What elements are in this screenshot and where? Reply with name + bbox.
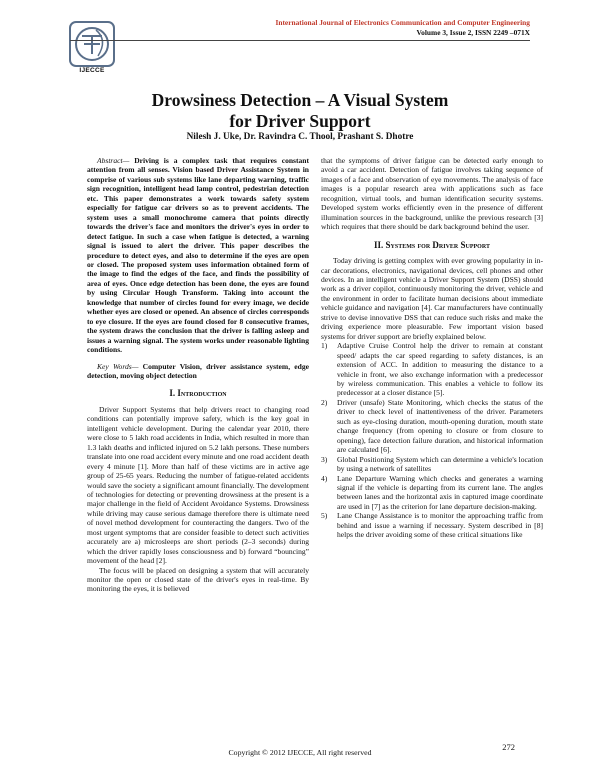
left-column (87, 156, 309, 594)
section-heading-introduction: I. Introduction (169, 388, 227, 399)
footer-copyright: Copyright © 2012 IJECCE, All right reserved (228, 748, 372, 757)
right-column (321, 156, 543, 540)
list-item-text: Lane Change Assistance is to monitor the approaching traffic from behind and issue a warning if necessary. System described in [8] helps the driver avoiding some of these critical situations like (337, 511, 543, 540)
paper-title (0, 90, 600, 132)
title-line-2: for Driver Support (229, 111, 371, 131)
abstract-text: Driving is a complex task that requires constant attention from all senses. Vision based Driver Assistance System in comprise of various sub systems like lane departing warning, traffic sign recognition, intelligent head lamp control, pedestrian detection etc. This paper demonstrates a work towards safety system especially for fatigue car drivers so as to prevent accidents. The system uses a small monochrome camera that points directly towards the driver's face and monitors the driver's eyes in order to detect fatigue. In such a case when fatigue is detected, a warning signal is issued to alert the driver. This paper describes the procedure to detect eyes, and also to determine if the eyes are open or closed. The proposed system uses information obtained form of the image to find the edges of the face, and finds the possibility of area of eyes. Once edge detection has been done, the eyes are found by using Circular Hough Transform. Taking into account the knowledge that number of circles found for every image, we decide whether eyes are closed or opened. An absence of circles corresponds to eye closure. If the eyes are found closed for 8 consecutive frames, the system draws the conclusion that the driver is falling asleep and issues a warning signal. The system works under reasonable lighting conditions. (87, 156, 309, 355)
list-item (321, 455, 543, 474)
systems-paragraph-1: Today driving is getting complex with ever growing popularity in in-car decorations, electronics, navigational devices, cell phones and other devices. In an intelligent vehicle a Driver Support System (DSS) should work as a driver copilot, continuously monitoring the driver, vehicle and the environment in order to facilitate human decisions about immediate vehicle guidance and navigation [4]. Car manufacturers have continually strive to devise innovative DSS that can reduce such risks and make the driving experience more pleasurable. Few important vision based systems for driver support are briefly explained below. (321, 256, 543, 341)
list-item-number: 2) (321, 397, 328, 407)
list-item (321, 474, 543, 512)
intro-paragraph-1: Driver Support Systems that help drivers react to changing road conditions can potentially improve safety, which is the key goal in intelligent vehicle development. During the calendar year 2010, there were close to 5 lakh road accidents in India, which resulted in more than 1.3 lakh deaths and inflicted injured on 5.2 lakh persons. These numbers translate into one road accident every minute and one road accident death every 4 minute [1]. More than half of these victims are in active age group of 25-65 years. Reducing the number of fatigue-related accidents would save the society a significant amount financially. The development of technologies for detecting or preventing drowsiness at the present is a major challenge in the field of Accident Avoidance Systems. Drowsiness while driving may cause serious damage therefore there is ultimate need of novel method development for counteracting the dangers. Two of the most urgent symptoms that are consider feasible to detect such activities accurately are a) microsleeps are short periods (2–3 seconds) during which the driver rapidly loses consciousness and b) forward “bouncing” movement of the head [2]. (87, 404, 309, 566)
systems-list (321, 341, 543, 540)
list-item (321, 511, 543, 539)
intro-paragraph-2: The focus will be placed on designing a system that will accurately monitor the open or closed state of the driver's eyes in real-time. By monitoring the eyes, it is believed (87, 565, 309, 594)
list-item-number: 4) (321, 473, 328, 483)
list-item (321, 398, 543, 455)
list-item-text: Global Positioning System which can determine a vehicle's location by using a network of satellites (337, 454, 543, 474)
list-item-text: Lane Departure Warning which checks and generates a warning signal if the vehicle is departing from its current lane. The angles between lanes and the horizontal axis in captured image coordinate are used in [7] as the criterion for lane departure decision-making. (337, 473, 543, 511)
journal-volume: Volume 3, Issue 2, ISSN 2249 –071X (416, 28, 530, 37)
keywords-label: Key Words— (97, 361, 139, 371)
list-item-number: 3) (321, 454, 328, 464)
journal-logo (68, 20, 116, 68)
paper-authors: Nilesh J. Uke, Dr. Ravindra C. Thool, Prashant S. Dhotre (186, 132, 414, 142)
header-divider (70, 40, 530, 41)
journal-name: International Journal of Electronics Communication and Computer Engineering (275, 18, 530, 27)
list-item-text: Adaptive Cruise Control help the driver to remain at constant speed/ adapts the car speed regarding to safety distances, is an extension of ACC. In addition to measuring the distance to a vehicle in front, we also exchange information with a predecessor by wireless communication. This enables a vehicle to follow its predecessor at a closer distance [5]. (337, 341, 543, 398)
abstract-label: Abstract— (97, 156, 130, 165)
abstract (87, 156, 309, 355)
list-item-number: 1) (321, 341, 328, 351)
list-item (321, 341, 543, 398)
keywords-text: Computer Vision, driver assistance system, edge detection, moving object detection (87, 361, 309, 380)
list-item-text: Driver (unsafe) State Monitoring, which checks the status of the driver to check level of inattentiveness of the driver. Parameters such as eye-closing duration, mouth-opening duration, mouth state change frequency (from opening to closure or from closure to opening), face detection failure duration, and historical information are calculated [6]. (337, 397, 543, 455)
list-item-number: 5) (321, 511, 328, 521)
page-number: 272 (502, 742, 515, 752)
title-line-1: Drowsiness Detection – A Visual System (151, 90, 449, 110)
logo-text: IJECCE (79, 67, 105, 74)
right-paragraph-1: that the symptoms of driver fatigue can be detected early enough to avoid a car accident. Detection of fatigue involves taking sequence of images of a face and observation of eye movements. The analysis of face images is a popular research area with applications such as face recognition, virtual tools, and human identification security systems. Developed system works efficiently even in the presence of different illumination sources in the background, unlike the previous research [3] which requires that there should be dark background behind the user. (321, 156, 543, 232)
journal-header (275, 18, 530, 38)
section-heading-systems: II. Systems for Driver Support (374, 239, 490, 250)
keywords (87, 362, 309, 381)
